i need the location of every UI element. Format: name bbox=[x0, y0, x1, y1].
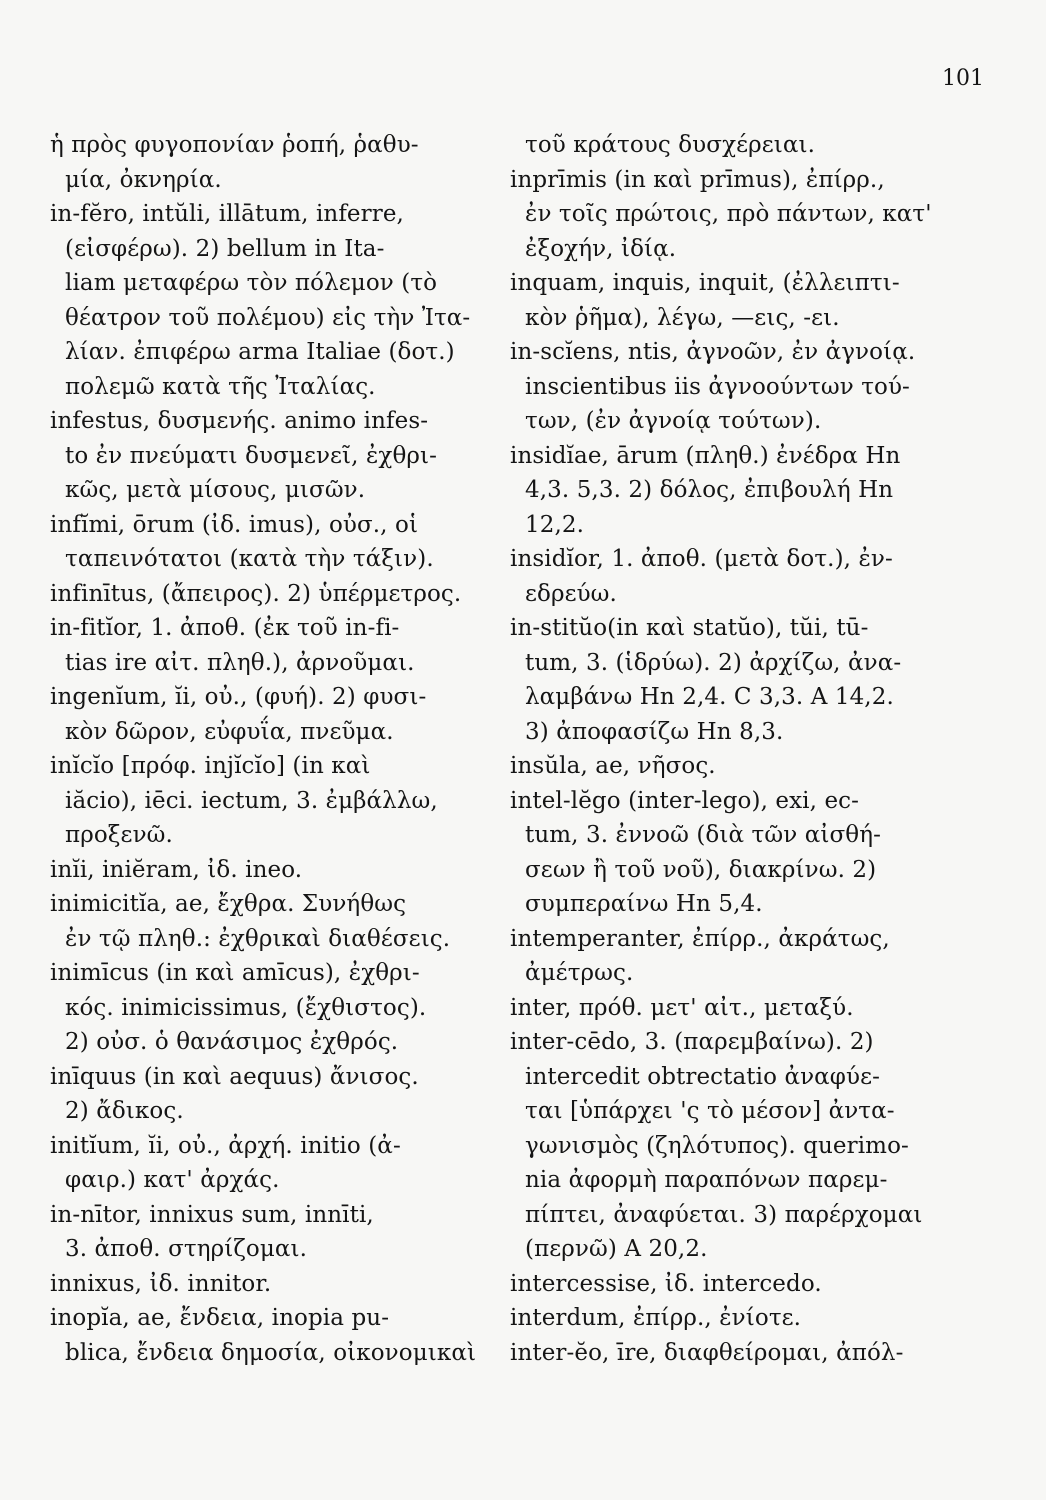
dictionary-line: γωνισμὸς (ζηλότυπος). querimo- bbox=[525, 1132, 909, 1159]
dictionary-line: blica, ἔνδεια δημοσία, οἰκονομικαὶ bbox=[65, 1339, 477, 1366]
dictionary-line: inter-ĕo, īre, διαφθείρομαι, ἀπόλ- bbox=[510, 1339, 904, 1366]
dictionary-line: infinītus, (ἄπειρος). 2) ὑπέρμετρος. bbox=[50, 580, 462, 607]
dictionary-line: λαμβάνω Hn 2,4. C 3,3. A 14,2. bbox=[525, 684, 894, 710]
dictionary-line: κός. inimicissimus, (ἔχθιστος). bbox=[65, 994, 427, 1021]
dictionary-line: to ἐν πνεύματι δυσμενεῖ, ἐχθρι- bbox=[65, 442, 438, 469]
dictionary-line: ἐν τῷ πληθ.: ἐχθρικαὶ διαθέσεις. bbox=[65, 925, 451, 952]
dictionary-line: πολεμῶ κατὰ τῆς Ἰταλίας. bbox=[65, 373, 376, 400]
dictionary-line: θέατρον τοῦ πολέμου) εἰς τὴν Ἰτα- bbox=[65, 304, 471, 331]
dictionary-line: tum, 3. (ἱδρύω). 2) ἀρχίζω, ἀνα- bbox=[525, 649, 902, 676]
dictionary-line: inter, πρόθ. μετ' αἰτ., μεταξύ. bbox=[510, 994, 854, 1021]
right-column bbox=[510, 128, 952, 1370]
dictionary-line: 2) οὐσ. ὁ θανάσιμος ἐχθρός. bbox=[65, 1029, 399, 1055]
dictionary-line: ἐν τοῖς πρώτοις, πρὸ πάντων, κατ' bbox=[525, 201, 932, 227]
dictionary-line: in-fĕro, intŭli, illātum, inferre, bbox=[50, 201, 404, 227]
dictionary-line: insŭla, ae, νῆσος. bbox=[510, 753, 716, 779]
dictionary-line: ἡ πρὸς φυγοπονίαν ῥοπή, ῥαθυ- bbox=[50, 132, 419, 158]
page-number: 101 bbox=[942, 66, 984, 91]
dictionary-line: φαιρ.) κατ' ἀρχάς. bbox=[65, 1167, 280, 1193]
dictionary-line: μία, ὀκνηρία. bbox=[65, 166, 222, 193]
dictionary-line: προξενῶ. bbox=[65, 822, 173, 848]
dictionary-line: infestus, δυσμενής. animo infes- bbox=[50, 408, 429, 434]
dictionary-line: inimīcus (in καὶ amīcus), ἐχθρι- bbox=[50, 960, 420, 986]
dictionary-line: in-fitĭor, 1. ἀποθ. (ἐκ τοῦ in-fi- bbox=[50, 615, 400, 641]
dictionary-line: 12,2. bbox=[525, 511, 585, 538]
dictionary-line: initĭum, ĭi, οὐ., ἀρχή. initio (ἀ- bbox=[50, 1132, 401, 1159]
dictionary-line: inquam, inquis, inquit, (ἐλλειπτι- bbox=[510, 270, 900, 296]
dictionary-line: innixus, ἰδ. innitor. bbox=[50, 1270, 272, 1297]
dictionary-line: inprīmis (in καὶ prīmus), ἐπίρρ., bbox=[510, 166, 885, 193]
dictionary-line: in-scĭens, ntis, ἀγνοῶν, ἐν ἀγνοίᾳ. bbox=[510, 339, 916, 365]
dictionary-line: πίπτει, ἀναφύεται. 3) παρέρχομαι bbox=[525, 1201, 923, 1228]
dictionary-line: κὸν δῶρον, εὐφυΐα, πνεῦμα. bbox=[65, 718, 394, 745]
dictionary-line: iăcio), iēci. iectum, 3. ἐμβάλλω, bbox=[65, 787, 438, 814]
dictionary-line: τοῦ κράτους δυσχέρειαι. bbox=[525, 132, 816, 158]
dictionary-line: infĭmi, ōrum (ἰδ. imus), οὐσ., οἱ bbox=[50, 511, 419, 538]
dictionary-line: inopĭa, ae, ἔνδεια, inopia pu- bbox=[50, 1305, 390, 1331]
dictionary-line: κὸν ῥῆμα), λέγω, —εις, -ει. bbox=[525, 304, 840, 331]
dictionary-line: 3. ἀποθ. στηρίζομαι. bbox=[65, 1236, 308, 1262]
dictionary-line: inĭi, iniĕram, ἰδ. ineo. bbox=[50, 856, 303, 883]
dictionary-line: tum, 3. ἐννοῶ (διὰ τῶν αἰσθή- bbox=[525, 822, 881, 848]
dictionary-line: εδρεύω. bbox=[525, 580, 617, 607]
dictionary-line: ingenĭum, ĭi, οὐ., (φυή). 2) φυσι- bbox=[50, 684, 427, 710]
dictionary-line: inscientibus iis ἀγνοούντων τού- bbox=[525, 373, 910, 400]
dictionary-line: insidĭae, ārum (πληθ.) ἐνέδρα Hn bbox=[510, 442, 901, 469]
dictionary-line: tias ire αἰτ. πληθ.), ἀρνοῦμαι. bbox=[65, 649, 415, 676]
dictionary-line: intel-lĕgo (inter-lego), exi, ec- bbox=[510, 787, 860, 814]
dictionary-line: κῶς, μετὰ μίσους, μισῶν. bbox=[65, 477, 366, 503]
dictionary-line: 4,3. 5,3. 2) δόλος, ἐπιβουλή Hn bbox=[525, 477, 894, 503]
dictionary-line: insidĭor, 1. ἀποθ. (μετὰ δοτ.), ἐν- bbox=[510, 546, 893, 572]
dictionary-line: nia ἀφορμὴ παραπόνων παρεμ- bbox=[525, 1167, 888, 1193]
dictionary-line: interdum, ἐπίρρ., ἐνίοτε. bbox=[510, 1305, 802, 1331]
dictionary-line: (περνῶ) A 20,2. bbox=[525, 1236, 708, 1262]
dictionary-line: ται [ὑπάρχει 'ς τὸ μέσον] ἀντα- bbox=[525, 1098, 895, 1124]
dictionary-line: intemperanter, ἐπίρρ., ἀκράτως, bbox=[510, 925, 890, 952]
dictionary-line: in-nītor, innixus sum, innīti, bbox=[50, 1201, 374, 1228]
dictionary-line: inimicitĭa, ae, ἔχθρα. Συνήθως bbox=[50, 891, 407, 917]
dictionary-line: σεων ἢ τοῦ νοῦ), διακρίνω. 2) bbox=[525, 856, 877, 883]
dictionary-line: 2) ἄδικος. bbox=[65, 1098, 184, 1124]
dictionary-line: in-stitŭo(in καὶ statŭo), tŭi, tū- bbox=[510, 615, 869, 641]
dictionary-line: ταπεινότατοι (κατὰ τὴν τάξιν). bbox=[65, 546, 434, 572]
dictionary-line: ἀμέτρως. bbox=[525, 960, 634, 986]
dictionary-line: inĭcĭo [πρόφ. injĭcĭo] (in καὶ bbox=[50, 753, 371, 779]
dictionary-line: liam μεταφέρω τὸν πόλεμον (τὸ bbox=[65, 270, 438, 296]
dictionary-line: (εἰσφέρω). 2) bellum in Ita- bbox=[65, 235, 385, 262]
left-column bbox=[50, 128, 490, 1370]
dictionary-line: inīquus (in καὶ aequus) ἄνισος. bbox=[50, 1063, 419, 1090]
dictionary-line: intercessise, ἰδ. intercedo. bbox=[510, 1270, 822, 1297]
dictionary-line: ἐξοχήν, ἰδίᾳ. bbox=[525, 235, 677, 262]
dictionary-line: συμπεραίνω Hn 5,4. bbox=[525, 891, 763, 917]
dictionary-line: intercedit obtrectatio ἀναφύε- bbox=[525, 1063, 880, 1090]
dictionary-line: των, (ἐν ἀγνοίᾳ τούτων). bbox=[525, 408, 822, 434]
dictionary-line: λίαν. ἐπιφέρω arma Italiae (δοτ.) bbox=[65, 339, 455, 365]
dictionary-line: inter-cēdo, 3. (παρεμβαίνω). 2) bbox=[510, 1029, 874, 1055]
dictionary-line: 3) ἀποφασίζω Hn 8,3. bbox=[525, 718, 784, 745]
